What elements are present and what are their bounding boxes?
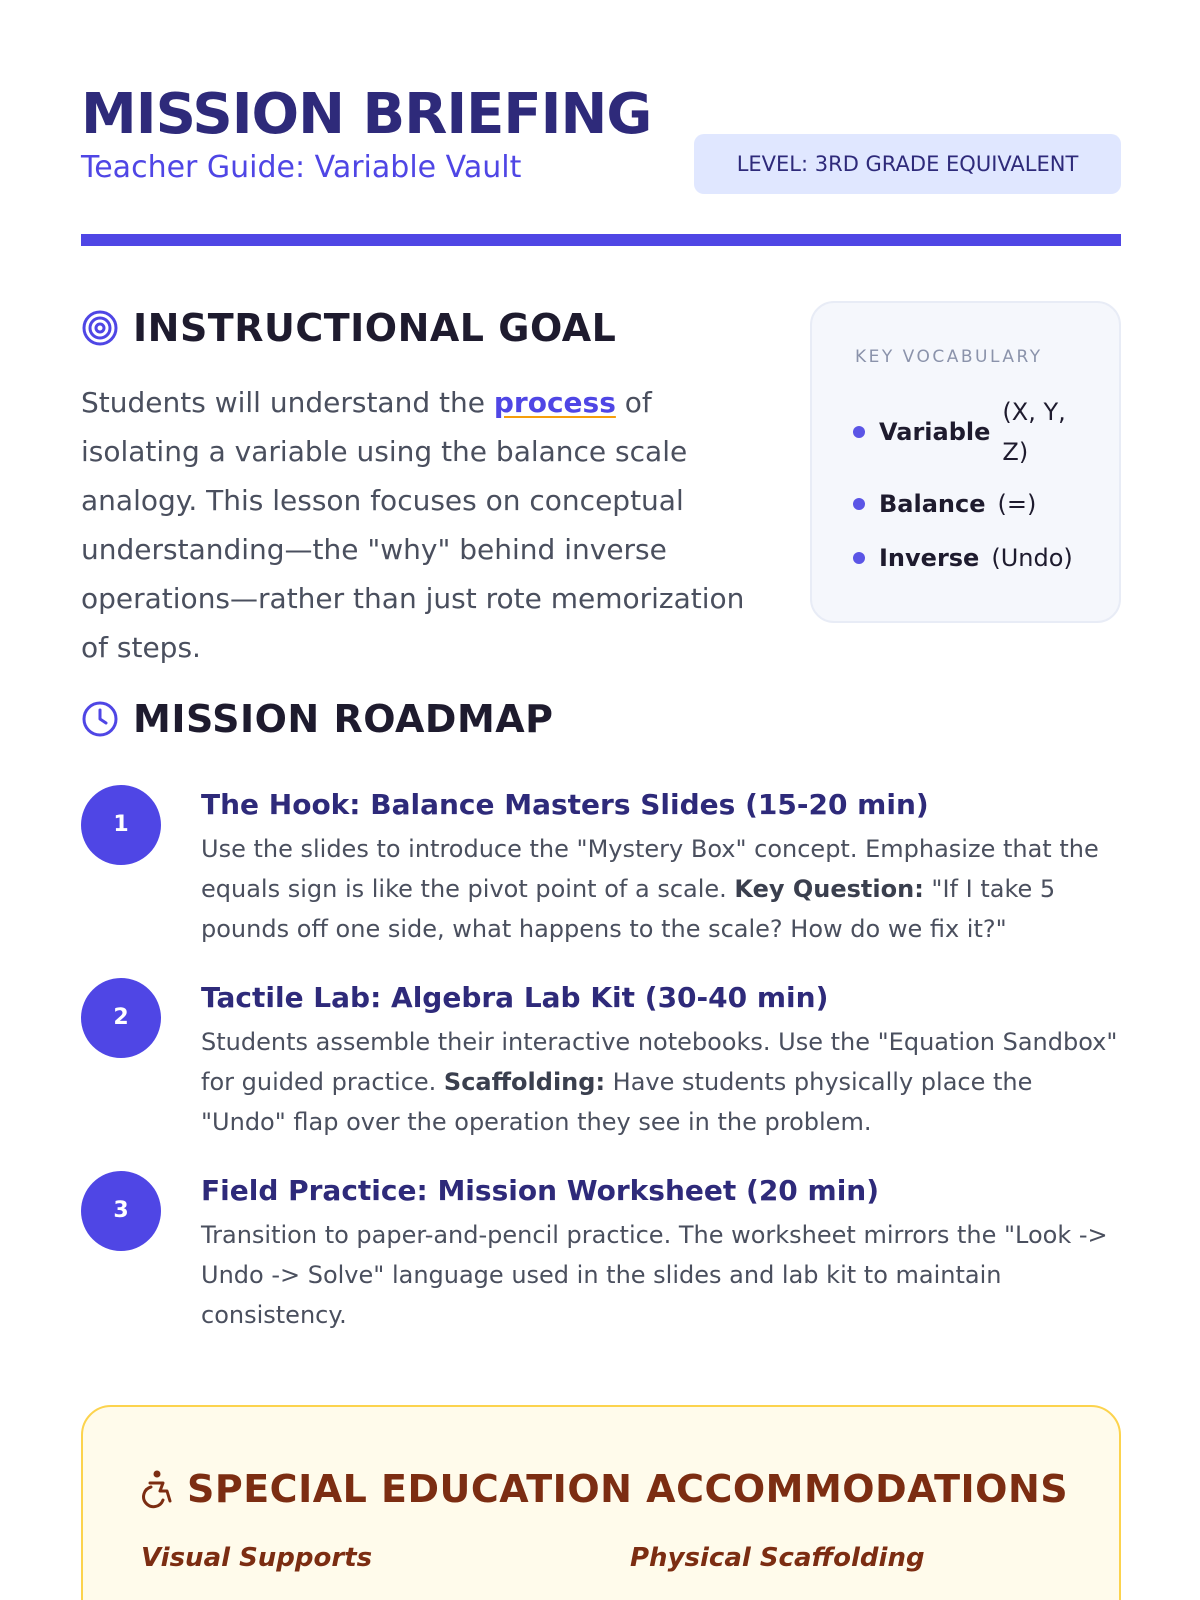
step-description <box>201 1022 1121 1142</box>
goal-heading: INSTRUCTIONAL GOAL <box>133 306 617 350</box>
step-number: 1 <box>81 785 161 865</box>
goal-paragraph <box>81 378 761 672</box>
page-subtitle: Teacher Guide: Variable Vault <box>81 150 522 185</box>
bullet-dot <box>853 552 865 564</box>
header <box>81 82 1121 202</box>
step-title: Field Practice: Mission Worksheet (20 min) <box>201 1174 880 1207</box>
step-emphasis: Key Question: <box>734 875 924 903</box>
vocab-definition: (=) <box>997 490 1037 518</box>
step-number: 3 <box>81 1171 161 1251</box>
target-icon <box>81 309 119 347</box>
step-number: 2 <box>81 978 161 1058</box>
clock-icon <box>81 700 119 738</box>
step-text: Use the slides to introduce the "Mystery Box" concept. Emphasize that the equals sign is like the pivot point of a scale. <box>201 835 1099 903</box>
vocab-term: Variable <box>879 418 991 446</box>
bullet-dot <box>853 426 865 438</box>
step-emphasis: Scaffolding: <box>443 1068 606 1096</box>
step-text: Transition to paper-and-pencil practice. The worksheet mirrors the "Look -> Undo -> Solve" language used in the slides and lab kit to maintain consistency. <box>201 1221 1108 1329</box>
process-link[interactable]: process <box>493 386 616 419</box>
accommodations-heading-row <box>141 1467 1068 1511</box>
step-description <box>201 829 1121 949</box>
bullet-dot <box>853 498 865 510</box>
accessibility-icon <box>141 1469 173 1509</box>
step-text: "If I take 5 pounds off one side, what happens to the scale? How do we fix it?" <box>201 875 1056 943</box>
physical-scaffolding-heading: Physical Scaffolding <box>630 1543 925 1573</box>
vocab-definition: (Undo) <box>991 544 1073 572</box>
goal-heading-row <box>81 306 616 350</box>
level-badge: LEVEL: 3RD GRADE EQUIVALENT <box>694 134 1121 194</box>
roadmap-heading: MISSION ROADMAP <box>133 697 554 741</box>
step-text: Have students physically place the "Undo" flap over the operation they see in the problem. <box>201 1068 1033 1136</box>
accommodations-heading: SPECIAL EDUCATION ACCOMMODATIONS <box>187 1467 1069 1511</box>
goal-text-start: Students will understand the <box>81 386 494 419</box>
accommodations-card <box>81 1405 1121 1600</box>
roadmap-heading-row <box>81 697 554 741</box>
step-description <box>201 1215 1121 1335</box>
step-title: The Hook: Balance Masters Slides (15-20 min) <box>201 788 929 821</box>
goal-text-end: of isolating a variable using the balance scale analogy. This lesson focuses on conceptual understanding—the "why" behind inverse operations—rather than just rote memorization of steps. <box>81 386 745 664</box>
page-title: MISSION BRIEFING <box>81 82 652 147</box>
step-title: Tactile Lab: Algebra Lab Kit (30-40 min) <box>201 981 829 1014</box>
vocab-term: Inverse <box>879 544 980 572</box>
step-text: Students assemble their interactive notebooks. Use the "Equation Sandbox" for guided practice. <box>201 1028 1118 1096</box>
vocab-definition: (X, Y, Z) <box>1002 398 1066 466</box>
vocabulary-title: KEY VOCABULARY <box>855 347 1043 367</box>
header-divider <box>81 234 1121 246</box>
visual-supports-heading: Visual Supports <box>141 1543 373 1573</box>
teacher-guide-page <box>81 0 1121 1600</box>
vocab-term: Balance <box>879 490 986 518</box>
vocab-item-variable <box>853 392 1072 472</box>
vocab-item-inverse <box>853 538 1073 578</box>
vocab-item-balance <box>853 484 1036 524</box>
